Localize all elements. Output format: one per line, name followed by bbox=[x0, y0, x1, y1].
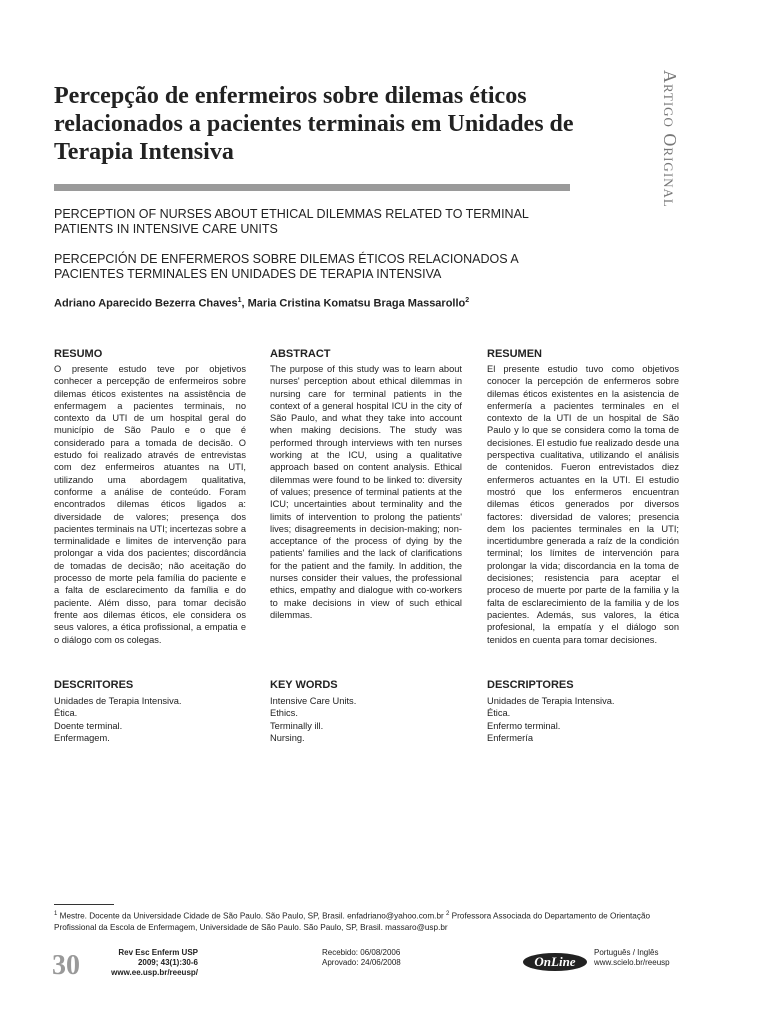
keyword-item: Intensive Care Units. bbox=[270, 696, 357, 706]
journal-citation bbox=[98, 948, 198, 978]
keyword-item: Enfermo terminal. bbox=[487, 720, 561, 731]
received-date: Recebido: 06/08/2006 bbox=[322, 948, 401, 957]
title-divider bbox=[54, 184, 570, 191]
journal-name: Rev Esc Enferm USP bbox=[118, 948, 198, 957]
keyword-item: Enfermería bbox=[487, 732, 533, 743]
approved-date: Aprovado: 24/06/2008 bbox=[322, 958, 401, 967]
footnote-mark: 1 bbox=[54, 911, 58, 917]
keyword-item: Nursing. bbox=[270, 732, 305, 743]
resumo-section bbox=[54, 348, 246, 646]
language-info bbox=[594, 948, 670, 968]
abstract-section bbox=[270, 348, 462, 621]
resumo-text: O presente estudo teve por objetivos conhecer a percepção de enfermeiros sobre dilemas éticos existentes na assistência de enfermagem a pacientes terminais, no contexto da UTI de um hospital geral do município de São Paulo e o que é considerado para a tomada de decisão. O estudo foi realizado através de entrevistas com dez enfermeiros atuantes na UTI, utilizando uma abordagem qualitativa, conforme a análise de conteúdo. Foram encontrados dilemas éticos ligados a: diversidade de valores; presença dos pacientes terminais na UTI; incertezas sobre a terminalidade e limites de intervenção para prolongar a vida dos pacientes; discordância de tomadas de decisão; não aceitação do processo de morte pela família do paciente e a falta de esclarecimento da família e do paciente. Além disso, para tomar decisão frente aos dilemas éticos, ele considera os seus valores, a ética profissional, a empatia e o diálogo com os colegas. bbox=[54, 364, 246, 645]
resumen-heading: RESUMEN bbox=[487, 348, 543, 360]
descriptores-heading: DESCRIPTORES bbox=[487, 679, 574, 691]
english-title: PERCEPTION OF NURSES ABOUT ETHICAL DILEMMAS RELATED TO TERMINAL PATIENTS IN INTENSIVE CARE UNITS bbox=[54, 207, 529, 236]
descritores-heading: DESCRITORES bbox=[54, 679, 134, 691]
author-affiliation-mark: 1 bbox=[237, 297, 242, 304]
journal-issue: 2009; 43(1):30-6 bbox=[137, 958, 198, 967]
key-words-heading: KEY WORDS bbox=[270, 679, 338, 691]
footnote-divider bbox=[54, 904, 114, 905]
author-name: Maria Cristina Komatsu Braga Massarollo bbox=[247, 297, 466, 310]
footnote-text: Mestre. Docente da Universidade Cidade de São Paulo. São Paulo, SP, Brasil. enfadriano@yahoo.com.br bbox=[57, 911, 444, 921]
key-words-section bbox=[270, 679, 462, 744]
author-separator: , bbox=[241, 297, 248, 310]
online-logo bbox=[522, 952, 588, 972]
abstract-text: The purpose of this study was to learn about nurses' perception about ethical dilemmas in nursing care for terminal patients in the context of a general hospital ICU in the city of São Paulo, and what they take into account when making decisions. The study was performed through interviews with ten nurses working at the ICU, using a qualitative approach based on content analysis. Ethical dilemmas were found to be linked to: diversity of values; presence of terminal patients at the ICU; uncertainties about terminality and the limits of intervention to prolong the patients' lives; disagreements in decision-making; non-acceptance of the process of dying by the patients' families and the lack of clarifications for the patient and the family. In addition, the nurses consider their values, the professional ethics, empathy and dialogue with co-workers to make decisions in view of such ethical dilemmas. bbox=[270, 364, 462, 620]
keyword-item: Ethics. bbox=[270, 708, 298, 719]
resumen-section bbox=[487, 348, 679, 646]
footnote-text: Professora Associada do Departamento de Orientação Profissional da Escola de Enfermagem, Universidade de São Paulo. São Paulo, SP, Brasil. massaro@usp.br bbox=[54, 911, 651, 932]
keyword-item: Unidades de Terapia Intensiva. bbox=[54, 696, 182, 706]
article-type-label: Artigo Original bbox=[660, 70, 680, 208]
author-list bbox=[54, 297, 654, 310]
journal-url[interactable]: www.ee.usp.br/reeusp/ bbox=[111, 968, 198, 977]
keyword-item: Unidades de Terapia Intensiva. bbox=[487, 696, 615, 706]
descriptores-section bbox=[487, 679, 679, 744]
footnotes bbox=[54, 909, 684, 933]
keyword-item: Doente terminal. bbox=[54, 720, 123, 731]
author-name: Adriano Aparecido Bezerra Chaves bbox=[54, 297, 238, 310]
keyword-item: Enfermagem. bbox=[54, 732, 110, 743]
languages: Português / Inglês bbox=[594, 948, 659, 957]
resumo-heading: RESUMO bbox=[54, 348, 103, 360]
keyword-item: Ética. bbox=[54, 708, 78, 719]
footnote-mark: 2 bbox=[446, 911, 450, 917]
abstract-heading: ABSTRACT bbox=[270, 348, 331, 360]
resumen-text: El presente estudio tuvo como objetivos conocer la percepción de enfermeros sobre dilemas éticos existentes en la asistencia de enfermería a pacientes terminales en el contexto de la UTI de un hospital de São Paulo y lo que se considera como la toma de decisiones. El estudio fue realizado desde una perspectiva cualitativa, utilizando el análisis de contenidos. Fueron entrevistados diez enfermeros actuantes en la UTI. El estudio mostró que los enfermeros encuentran dilemas éticos generados por diversos factores: diversidad de valores; presencia dem los pacientes terminales en la UTI; incertidumbre generada a raíz de la condición terminal; los límites de intervención para prolongar la vida; discordancia en la toma de decisiones; resistencia para aceptar el proceso de muerte por parte de la familia y la falta de esclarecimiento de la familia y de los pacientes. Además, sus valores, la ética profesional, la empatía y el diálogo son tenidos en cuenta para tomar decisiones. bbox=[487, 364, 679, 645]
descritores-section bbox=[54, 679, 246, 744]
keyword-item: Ética. bbox=[487, 708, 511, 719]
online-logo-text: OnLine bbox=[534, 954, 576, 969]
publication-dates bbox=[322, 948, 401, 968]
spanish-title: PERCEPCIÓN DE ENFERMEROS SOBRE DILEMAS ÉTICOS RELACIONADOS A PACIENTES TERMINALES EN UNIDADES DE TERAPIA INTENSIVA bbox=[54, 252, 518, 281]
keyword-item: Terminally ill. bbox=[270, 720, 324, 731]
scielo-url[interactable]: www.scielo.br/reeusp bbox=[594, 958, 670, 967]
page-number: 30 bbox=[52, 950, 80, 981]
article-title: Percepção de enfermeiros sobre dilemas éticos relacionados a pacientes terminais em Unidades de Terapia Intensiva bbox=[54, 83, 574, 165]
author-affiliation-mark: 2 bbox=[465, 297, 470, 304]
